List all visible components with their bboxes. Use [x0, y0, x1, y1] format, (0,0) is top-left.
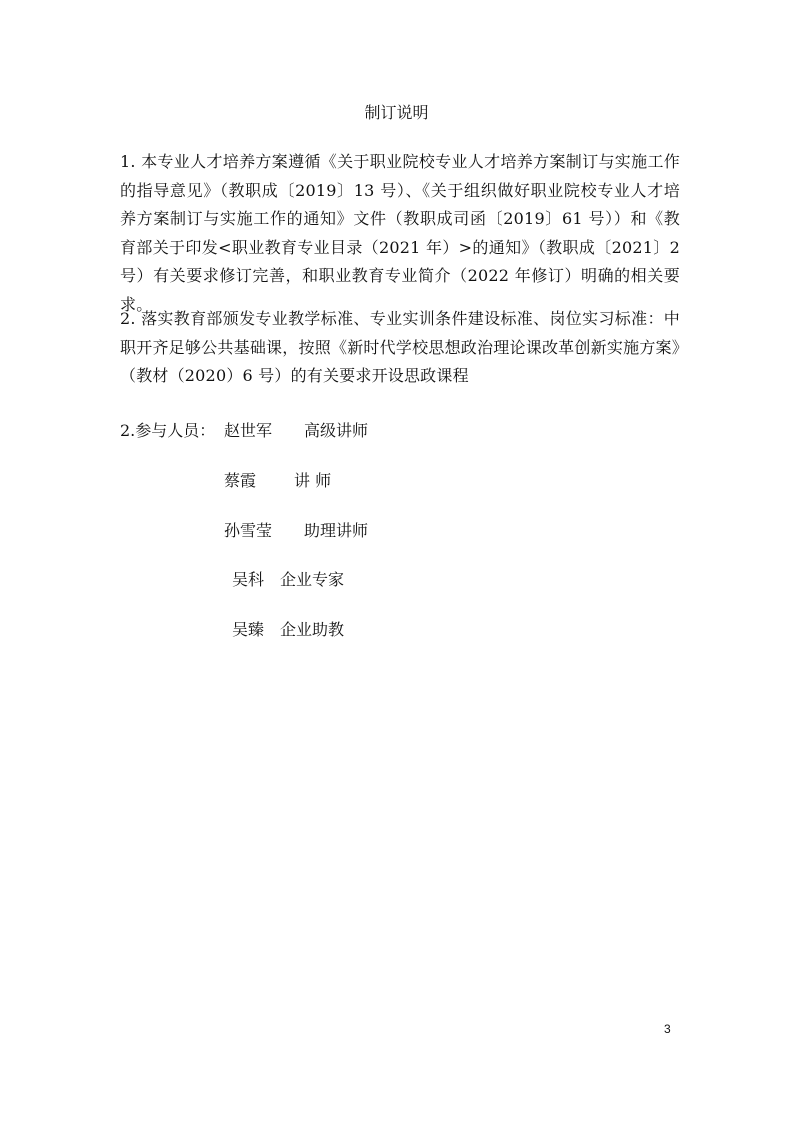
participant-title: 企业助教 — [280, 620, 345, 639]
participant-title: 企业专家 — [280, 570, 345, 589]
page-title: 制订说明 — [364, 103, 429, 122]
participant-name: 赵世军 — [224, 421, 273, 440]
participant-name: 孙雪莹 — [224, 521, 273, 540]
participant-title: 讲 师 — [294, 471, 332, 490]
participant-name: 蔡霞 — [224, 471, 257, 490]
participant-title: 助理讲师 — [304, 521, 369, 540]
paragraph-standards: 2. 落实教育部颁发专业教学标准、专业实训条件建设标准、岗位实习标准：中职开齐足够公共基础课，按照《新时代学校思想政治理论课改革创新实施方案》（教材（2020）6 号）的有关要求开设思政课程 — [120, 309, 680, 385]
participant-name: 吴科 — [232, 570, 265, 589]
page-number: 3 — [664, 1022, 671, 1036]
participant-entry — [224, 470, 331, 492]
paragraph-basis: 1. 本专业人才培养方案遵循《关于职业院校专业人才培养方案制订与实施工作的指导意见》（教职成〔2019〕13 号）、《关于组织做好职业院校专业人才培养方案制订与实施工作的通知》文件（教职成司函〔2019〕61 号））和《教育部关于印发<职业教育专业目录（2021 年）>的通知》（教职成〔2021〕2 号）有关要求修订完善，和职业教育专业简介（2022 年修订）明确的相关要求。 — [120, 152, 680, 314]
participant-entry — [224, 520, 368, 542]
participant-entry — [232, 619, 344, 641]
participants-label: 2.参与人员： — [120, 421, 216, 440]
participant-entry — [224, 420, 368, 442]
participant-entry — [232, 569, 344, 591]
participant-title: 高级讲师 — [304, 421, 369, 440]
participant-name: 吴臻 — [232, 620, 265, 639]
